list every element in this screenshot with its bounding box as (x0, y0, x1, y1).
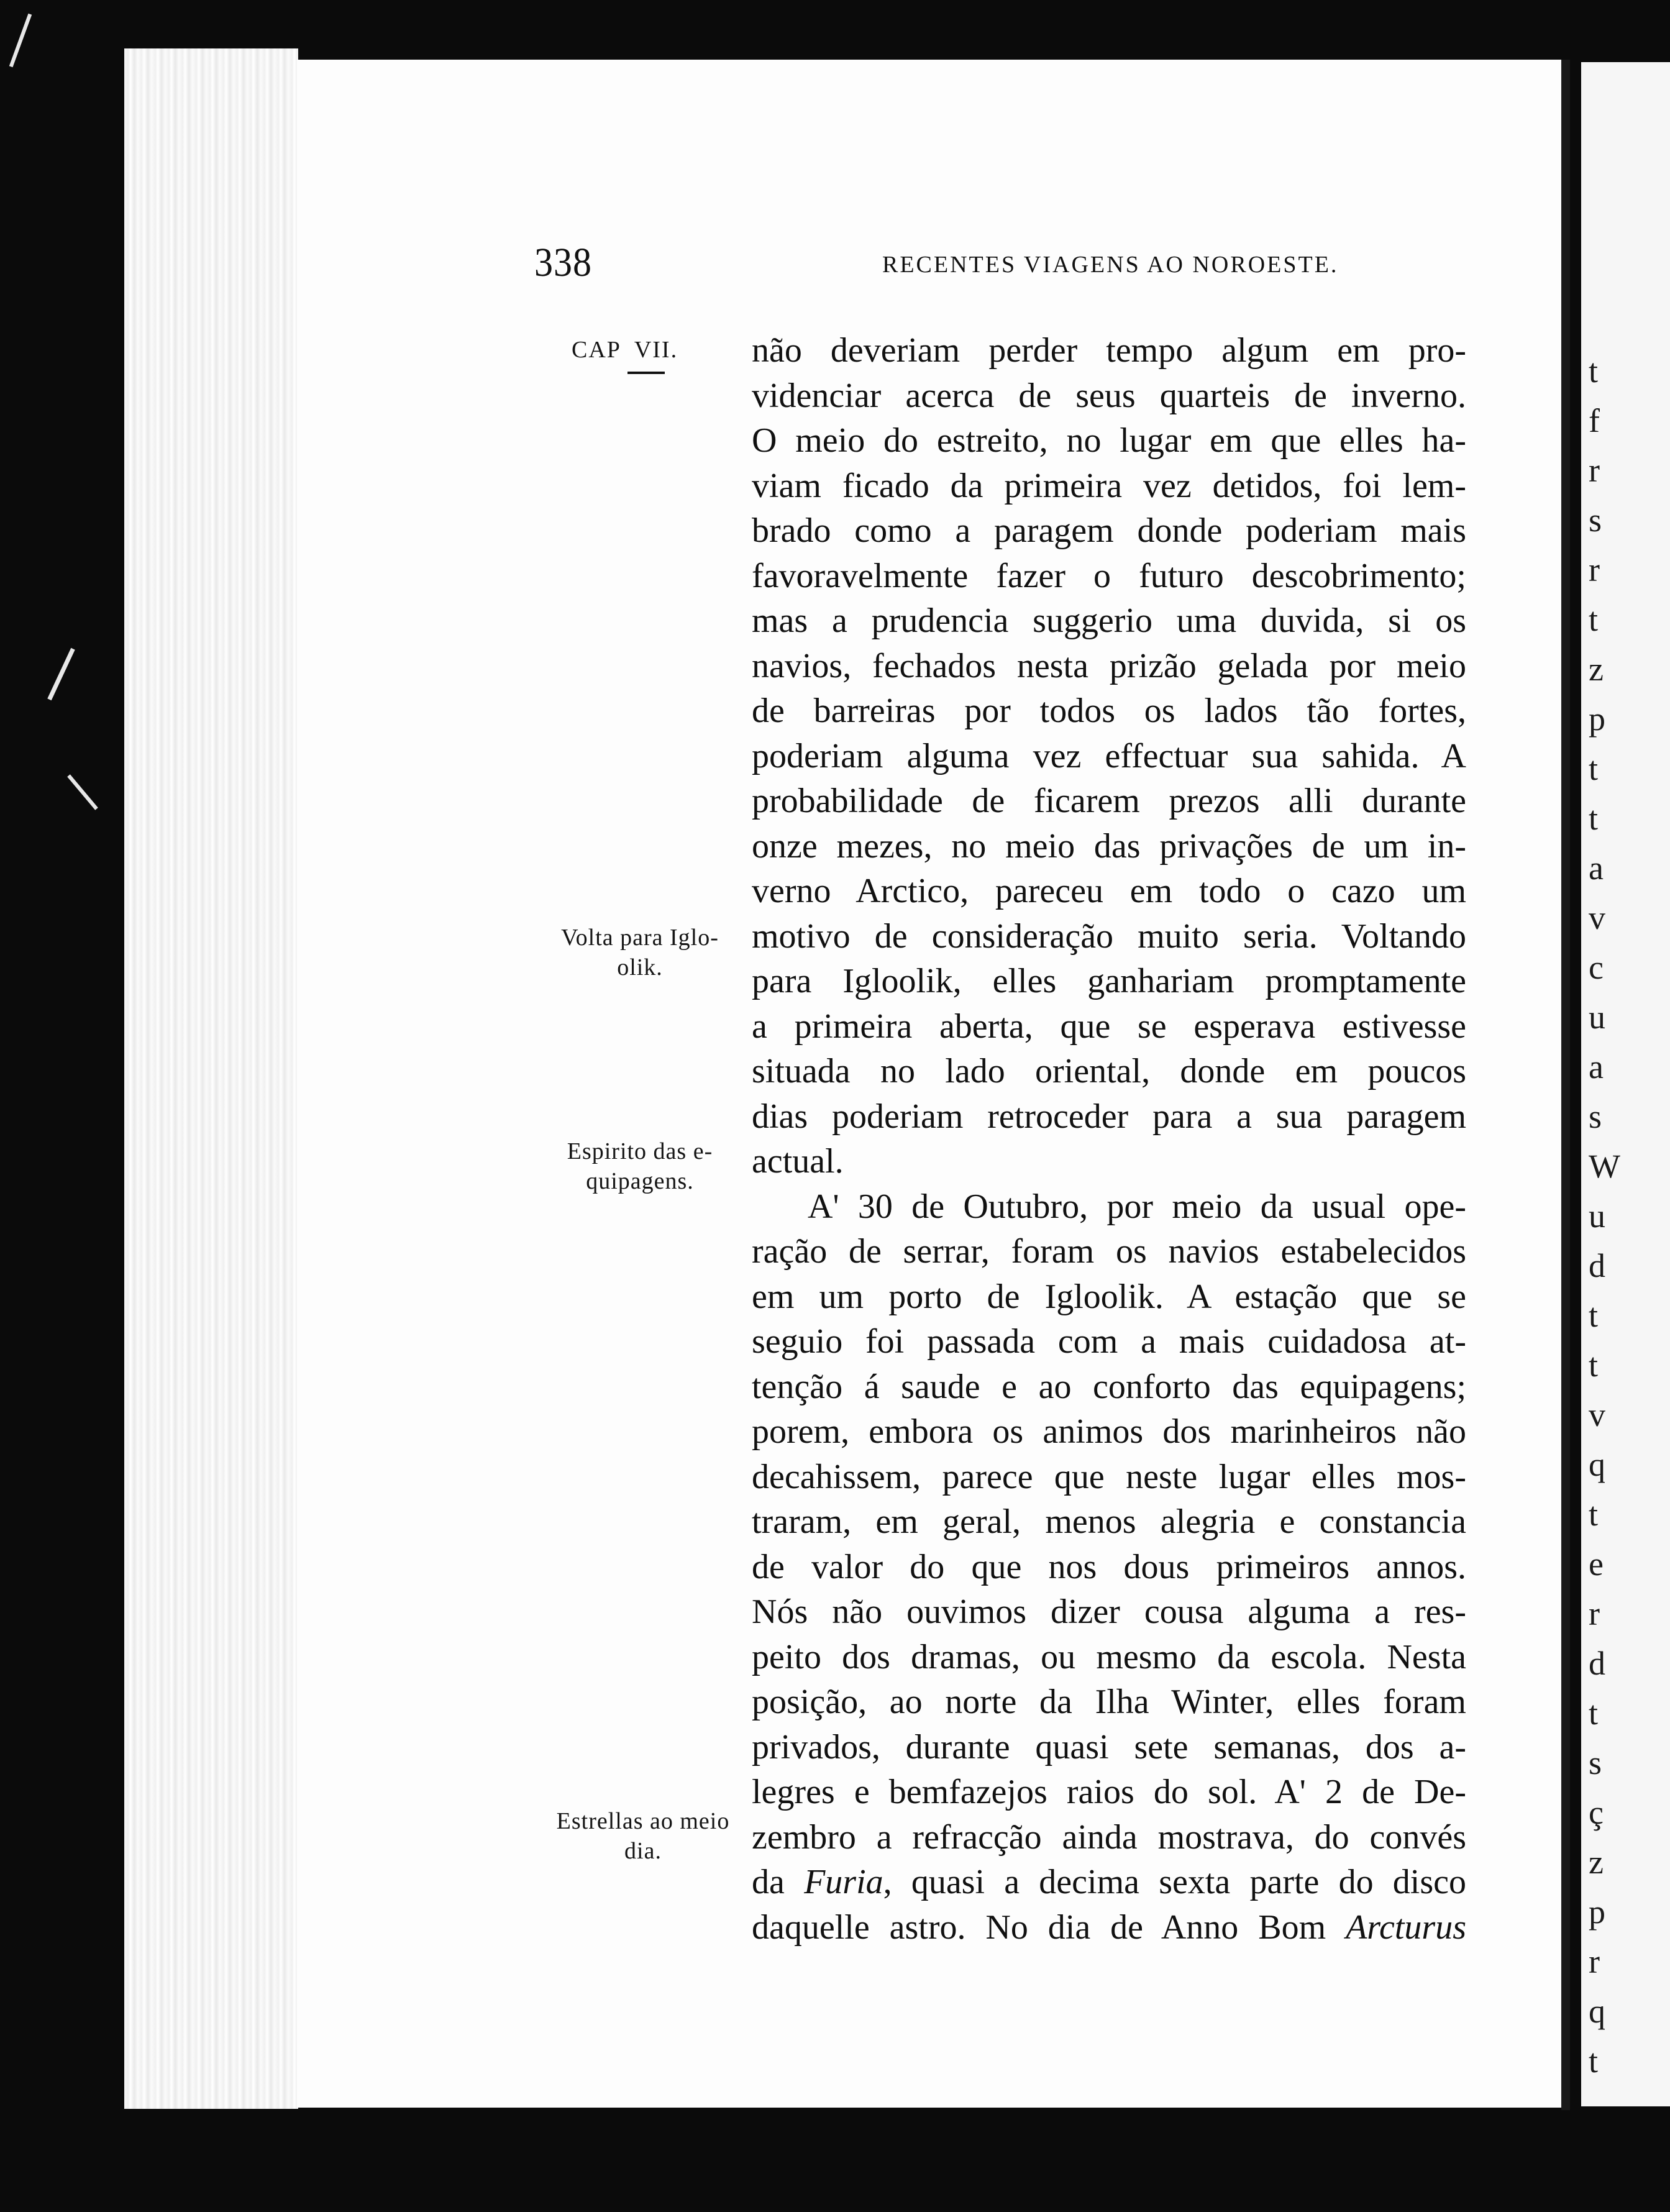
text-line: a primeira aberta, que se esperava estivesse (752, 1007, 1466, 1046)
text-line: dias poderiam retroceder para a sua paragem (752, 1097, 1466, 1136)
scan-mark (67, 774, 98, 810)
facing-page-letter: a (1589, 1048, 1604, 1085)
text-line: privados, durante quasi sete semanas, dos a- (752, 1727, 1466, 1766)
text-line: favoravelmente fazer o futuro descobrimento; (752, 556, 1466, 595)
scan-mark (47, 648, 75, 701)
text-line: de valor do que nos dous primeiros annos. (752, 1547, 1466, 1586)
sidenote-volta: Volta para Iglo- olik. (561, 925, 719, 980)
facing-page-letter: t (1589, 1297, 1599, 1334)
text-line: actual. (752, 1142, 844, 1181)
text-line: mas a prudencia suggerio uma duvida, si os (752, 601, 1466, 640)
text-line: A' 30 de Outubro, por meio da usual ope- (808, 1187, 1466, 1226)
text-line: traram, em geral, menos alegria e constancia (752, 1502, 1466, 1541)
sidenote-espirito: Espirito das e- quipagens. (567, 1138, 713, 1194)
facing-page-letter: u (1589, 1197, 1605, 1235)
star-name-arcturus: Arcturus (1346, 1908, 1466, 1947)
facing-page-letter: c (1589, 949, 1604, 986)
facing-page-letter: t (1589, 352, 1599, 390)
chapter-dash (627, 372, 665, 374)
facing-page-letter: r (1589, 452, 1600, 489)
text-line: seguio foi passada com a mais cuidadosa at- (752, 1322, 1466, 1361)
facing-page-letter: e (1589, 1545, 1604, 1583)
facing-page-letter: t (1589, 750, 1599, 787)
facing-page-letter: d (1589, 1645, 1605, 1682)
chapter-label: CAP VII. (572, 337, 678, 363)
facing-page-fragment (1581, 62, 1670, 2106)
text-line: não deveriam perder tempo algum em pro- (752, 331, 1466, 370)
text-line: zembro a refracção ainda mostrava, do convés (752, 1817, 1466, 1857)
facing-page-letter: t (1589, 1694, 1599, 1732)
line-furia-pre: da (752, 1863, 805, 1901)
text-line-arcturus (752, 1905, 1466, 1950)
text-line: para Igloolik, elles ganhariam promptamente (752, 962, 1466, 1000)
text-line: em um porto de Igloolik. A estação que se (752, 1277, 1466, 1316)
running-title: RECENTES VIAGENS AO NOROESTE. (882, 252, 1339, 278)
facing-page-letter: p (1589, 1893, 1605, 1931)
text-line: situada no lado oriental, donde em poucos (752, 1052, 1466, 1090)
facing-page-letter: r (1589, 1595, 1600, 1632)
facing-page-letter: s (1589, 1098, 1602, 1135)
facing-page-letter: q (1589, 1446, 1605, 1483)
text-line: ração de serrar, foram os navios estabelecidos (752, 1232, 1466, 1271)
running-head (534, 241, 1479, 285)
facing-page-letter: v (1589, 899, 1605, 936)
book-page-edges (124, 48, 298, 2109)
body-text (752, 328, 1466, 1950)
sidenote-estrellas: Estrellas ao meio dia. (556, 1808, 730, 1864)
ship-name-furia: Furia (804, 1863, 883, 1901)
facing-page-letter: ç (1589, 1794, 1604, 1831)
text-line: porem, embora os animos dos marinheiros não (752, 1412, 1466, 1451)
text-line: peito dos dramas, ou mesmo da escola. Nesta (752, 1637, 1466, 1676)
scan-border-bottom (0, 2113, 1670, 2212)
text-line: decahissem, parece que neste lugar elles mos- (752, 1457, 1466, 1496)
facing-page-letter: p (1589, 700, 1605, 738)
page-number: 338 (534, 239, 592, 285)
text-line: brado como a paragem donde poderiam mais (752, 511, 1466, 550)
facing-page-letter: t (1589, 1496, 1599, 1533)
text-line: videnciar acerca de seus quarteis de inverno. (752, 376, 1466, 415)
text-line: navios, fechados nesta prizão gelada por meio (752, 646, 1466, 685)
facing-page-letter: t (1589, 601, 1599, 638)
gutter-shadow (1561, 60, 1570, 2110)
facing-page-letter: z (1589, 1844, 1604, 1881)
facing-page-letter: v (1589, 1396, 1605, 1433)
facing-page-letter: u (1589, 999, 1605, 1036)
facing-page-letter: s (1589, 1744, 1602, 1781)
line-arcturus-pre: daquelle astro. No dia de Anno Bom (752, 1908, 1346, 1947)
facing-page-letter: z (1589, 651, 1604, 688)
facing-page-letter: r (1589, 551, 1600, 588)
facing-page-letter: s (1589, 501, 1602, 539)
scan-mark (9, 14, 32, 68)
facing-page-letter: d (1589, 1247, 1605, 1284)
text-line: viam ficado da primeira vez detidos, foi lem- (752, 466, 1466, 505)
text-line: O meio do estreito, no lugar em que elles ha- (752, 421, 1466, 460)
text-line: poderiam alguma vez effectuar sua sahida. A (752, 736, 1466, 775)
facing-page-letter: q (1589, 1993, 1605, 2030)
text-line: tenção á saude e ao conforto das equipagens; (752, 1367, 1466, 1406)
text-line: onze mezes, no meio das privações de um in- (752, 826, 1466, 866)
facing-page-letter: a (1589, 849, 1604, 887)
text-line: posição, ao norte da Ilha Winter, elles foram (752, 1683, 1466, 1721)
text-line: de barreiras por todos os lados tão fortes, (752, 692, 1466, 730)
facing-page-letter: f (1589, 402, 1600, 439)
line-furia-post: , quasi a decima sexta parte do disco (883, 1863, 1466, 1901)
facing-page-letter: t (1589, 1346, 1599, 1384)
text-line: probabilidade de ficarem prezos alli durante (752, 782, 1466, 820)
text-line: Nós não ouvimos dizer cousa alguma a res- (752, 1593, 1466, 1631)
facing-page-letter: r (1589, 1943, 1600, 1980)
text-line: verno Arctico, pareceu em todo o cazo um (752, 872, 1466, 910)
text-line: motivo de consideração muito seria. Voltando (752, 916, 1466, 956)
facing-page-letter: t (1589, 800, 1599, 837)
facing-page-letter: t (1589, 2042, 1599, 2080)
facing-page-letter: W (1589, 1148, 1620, 1185)
text-line: legres e bemfazejos raios do sol. A' 2 de De- (752, 1773, 1466, 1811)
text-line-furia (752, 1860, 1466, 1905)
